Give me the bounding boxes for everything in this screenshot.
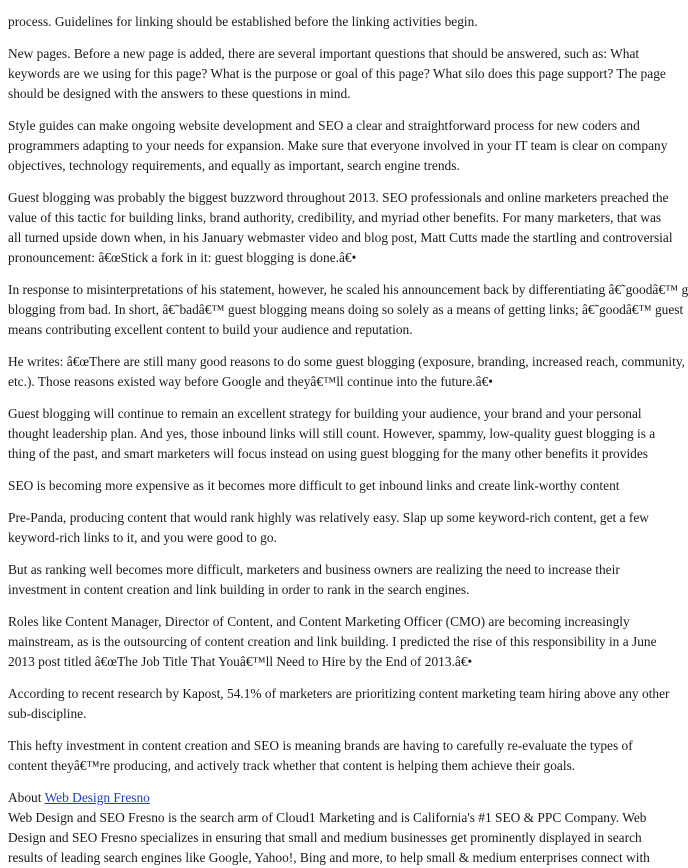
paragraph: [8, 280, 688, 340]
paragraph-line: keyword-rich links to it, and you were good to go.: [8, 530, 277, 545]
paragraph-line: mainstream, as is the outsourcing of content creation and link building. I predicted the rise of this responsibility in a June: [8, 634, 657, 649]
paragraph-line: means contributing excellent content to build your audience and reputation.: [8, 322, 413, 337]
paragraph-line: New pages. Before a new page is added, there are several important questions that should be answered, such as: What: [8, 46, 640, 61]
about-line-2: Design and SEO Fresno specializes in ensuring that small and medium businesses get prominently displayed in search: [8, 830, 642, 845]
paragraph: [8, 736, 648, 776]
paragraph-line: programmers adapting to your needs for expansion. Make sure that everyone involved in your IT team is clear on company: [8, 138, 668, 153]
paragraph-line: content theyâ€™re producing, and actively track whether that content is helping them achieve their goals.: [8, 758, 576, 773]
paragraph-line: objectives, technology requirements, and equally as important, search engine trends.: [8, 158, 460, 173]
paragraph-line: sub-discipline.: [8, 706, 87, 721]
web-design-fresno-link[interactable]: Web Design Fresno: [44, 790, 150, 805]
paragraph: [8, 352, 686, 392]
paragraph-line: In response to misinterpretations of his statement, however, he scaled his announcement back by differentiating â€˜goodâ€™ g: [8, 282, 688, 297]
paragraph-line: keywords are we using for this page? What is the purpose or goal of this page? What silo does this page support? The page: [8, 66, 666, 81]
paragraph-line: blogging from bad. In short, â€˜badâ€™ guest blogging means doing so solely as a means of getting links; â€˜goodâ€™ guest: [8, 302, 684, 317]
paragraph-line: SEO is becoming more expensive as it becomes more difficult to get inbound links and create link-worthy content: [8, 478, 620, 493]
article-body: [8, 12, 688, 776]
paragraph: [8, 476, 648, 496]
paragraph-line: But as ranking well becomes more difficult, marketers and business owners are realizing the need to increase their: [8, 562, 620, 577]
paragraph-line: etc.). Those reasons existed way before Google and theyâ€™ll continue into the future.â€•: [8, 374, 493, 389]
paragraph-line: Guest blogging will continue to remain an excellent strategy for building your audience, your brand and your personal: [8, 406, 642, 421]
paragraph-line: Guest blogging was probably the biggest buzzword throughout 2013. SEO professionals and online marketers preached the: [8, 190, 669, 205]
about-section: [8, 788, 648, 868]
paragraph-line: Roles like Content Manager, Director of Content, and Content Marketing Officer (CMO) are becoming increasingly: [8, 614, 630, 629]
paragraph: [8, 116, 668, 176]
paragraph-line: value of this tactic for building links, brand authority, credibility, and myriad other benefits. For many marketers, that was: [8, 210, 662, 225]
about-prefix: About: [8, 790, 45, 805]
paragraph-line: This hefty investment in content creation and SEO is meaning brands are having to carefully re-evaluate the types of: [8, 738, 633, 753]
paragraph: [8, 560, 648, 600]
paragraph: [8, 684, 670, 724]
paragraph-line: 2013 post titled â€œThe Job Title That Youâ€™ll Need to Hire by the End of 2013.â€•: [8, 654, 473, 669]
paragraph: [8, 508, 648, 548]
paragraph-line: Style guides can make ongoing website development and SEO a clear and straightforward process for new coders and: [8, 118, 640, 133]
paragraph-line: should be designed with the answers to these questions in mind.: [8, 86, 351, 101]
paragraph-line: Pre-Panda, producing content that would rank highly was relatively easy. Slap up some keyword-rich content, get a few: [8, 510, 649, 525]
paragraph-line: He writes: â€œThere are still many good reasons to do some guest blogging (exposure, branding, increased reach, community,: [8, 354, 686, 369]
about-line-3: results of leading search engines like Google, Yahoo!, Bing and more, to help small & medium enterprises connect with: [8, 850, 650, 865]
paragraph: [8, 612, 657, 672]
paragraph: [8, 12, 648, 32]
paragraph-line: pronouncement: â€œStick a fork in it: guest blogging is done.â€•: [8, 250, 357, 265]
paragraph: [8, 404, 656, 464]
paragraph-line: thought leadership plan. And yes, those inbound links will still count. However, spammy, low-quality guest blogging is a: [8, 426, 656, 441]
paragraph-line: thing of the past, and smart marketers will focus instead on using guest blogging for the many other benefits it provides: [8, 446, 649, 461]
paragraph: [8, 188, 673, 268]
paragraph-line: all turned upside down when, in his January webmaster video and blog post, Matt Cutts made the startling and controversial: [8, 230, 673, 245]
paragraph-line: According to recent research by Kapost, 54.1% of marketers are prioritizing content marketing team hiring above any other: [8, 686, 670, 701]
paragraph-line: process. Guidelines for linking should be established before the linking activities begin.: [8, 14, 478, 29]
paragraph-line: investment in content creation and link building in order to rank in the search engines.: [8, 582, 470, 597]
about-line-1: Web Design and SEO Fresno is the search arm of Cloud1 Marketing and is California's #1 SEO & PPC Company. Web: [8, 810, 647, 825]
about-heading: [8, 788, 648, 808]
paragraph: [8, 44, 666, 104]
